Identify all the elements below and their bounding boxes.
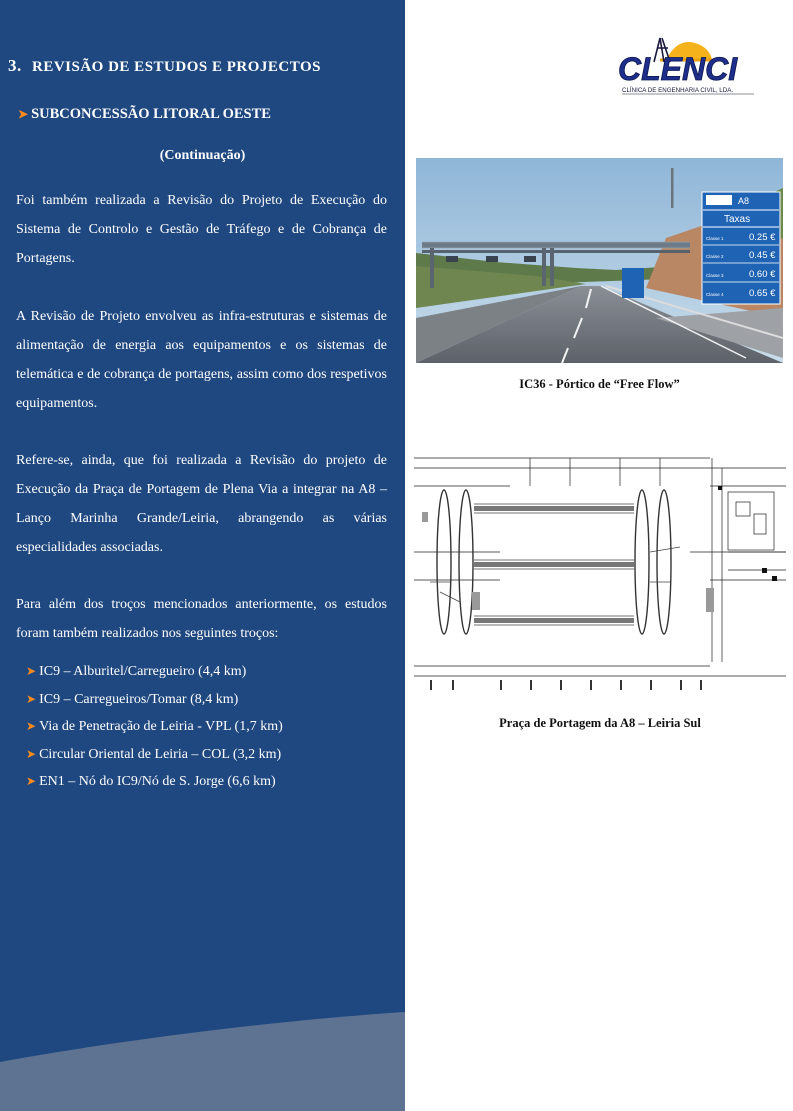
plan-caption: Praça de Portagem da A8 – Leiria Sul bbox=[499, 716, 701, 730]
arrow-bullet-icon: ➤ bbox=[26, 774, 37, 788]
arrow-bullet-icon: ➤ bbox=[26, 691, 37, 706]
toll-plaza-plan-drawing bbox=[410, 452, 786, 696]
section-number: 3. bbox=[8, 56, 22, 75]
toll-price-sign bbox=[702, 192, 780, 304]
arrow-bullet-icon: ➤ bbox=[26, 746, 37, 761]
arrow-bullet-icon: ➤ bbox=[18, 107, 29, 121]
sign-price-3: 0.60 € bbox=[749, 269, 776, 280]
list-item-text: EN1 – Nó do IC9/Nó de S. Jorge (6,6 km) bbox=[39, 774, 276, 789]
list-item bbox=[26, 713, 283, 741]
list-item bbox=[26, 686, 283, 714]
sign-price-2: 0.45 € bbox=[749, 250, 776, 261]
subsection-title-text: SUBCONCESSÃO LITORAL OESTE bbox=[31, 106, 271, 122]
continuation-label: (Continuação) bbox=[159, 148, 246, 163]
sign-header: Taxas bbox=[724, 214, 751, 225]
sign-class-1: Classe 1 bbox=[706, 236, 724, 241]
list-item-text: Circular Oriental de Leiria – COL (3,2 km) bbox=[39, 746, 282, 762]
paragraph-4: Para além dos troços mencionados anteriormente, os estudos foram também realizados nos seguintes troços: bbox=[16, 597, 387, 641]
road-sections-list bbox=[26, 658, 283, 796]
paragraph-2: A Revisão de Projeto envolveu as infra-estruturas e sistemas de alimentação de energia aos equipamentos e os sistemas de telemática e de cobrança de portagens, assim como dos respetivos equipamentos. bbox=[16, 309, 387, 411]
sign-price-1: 0.25 € bbox=[749, 232, 776, 243]
section-title-text: REVISÃO DE ESTUDOS E PROJECTOS bbox=[32, 59, 321, 75]
list-item bbox=[26, 741, 283, 769]
photo-caption: IC36 - Pórtico de “Free Flow” bbox=[519, 377, 680, 391]
paragraph-3: Refere-se, ainda, que foi realizada a Revisão do projeto de Execução da Praça de Portagem de Plena Via a integrar na A8 – Lanço Marinha Grande/Leiria, abrangendo as várias especialidades associadas. bbox=[16, 453, 387, 555]
list-item bbox=[26, 768, 283, 796]
logo-tagline: CLÍNICA DE ENGENHARIA CIVIL, LDA. bbox=[622, 87, 734, 94]
sign-road: A8 bbox=[738, 196, 750, 206]
sign-class-3: Classe 3 bbox=[706, 273, 724, 278]
free-flow-gantry-photo bbox=[416, 158, 783, 363]
paragraph-1: Foi também realizada a Revisão do Projeto de Execução do Sistema de Controlo e Gestão de Tráfego e de Cobrança de Portagens. bbox=[16, 193, 387, 266]
sign-class-2: Classe 2 bbox=[706, 254, 724, 259]
list-item-text: IC9 – Carregueiros/Tomar (8,4 km) bbox=[39, 691, 239, 707]
section-title bbox=[8, 56, 321, 76]
sign-class-4: Classe 4 bbox=[706, 292, 724, 297]
list-item-text: IC9 – Alburitel/Carregueiro (4,4 km) bbox=[39, 664, 247, 679]
subsection-title bbox=[18, 106, 271, 123]
clenci-logo bbox=[614, 34, 760, 100]
arrow-bullet-icon: ➤ bbox=[26, 664, 37, 678]
logo-wordmark: CLENCI bbox=[618, 51, 738, 87]
list-item bbox=[26, 658, 283, 686]
sign-price-4: 0.65 € bbox=[749, 288, 776, 299]
arrow-bullet-icon: ➤ bbox=[26, 719, 37, 733]
list-item-text: Via de Penetração de Leiria - VPL (1,7 km) bbox=[39, 719, 283, 734]
